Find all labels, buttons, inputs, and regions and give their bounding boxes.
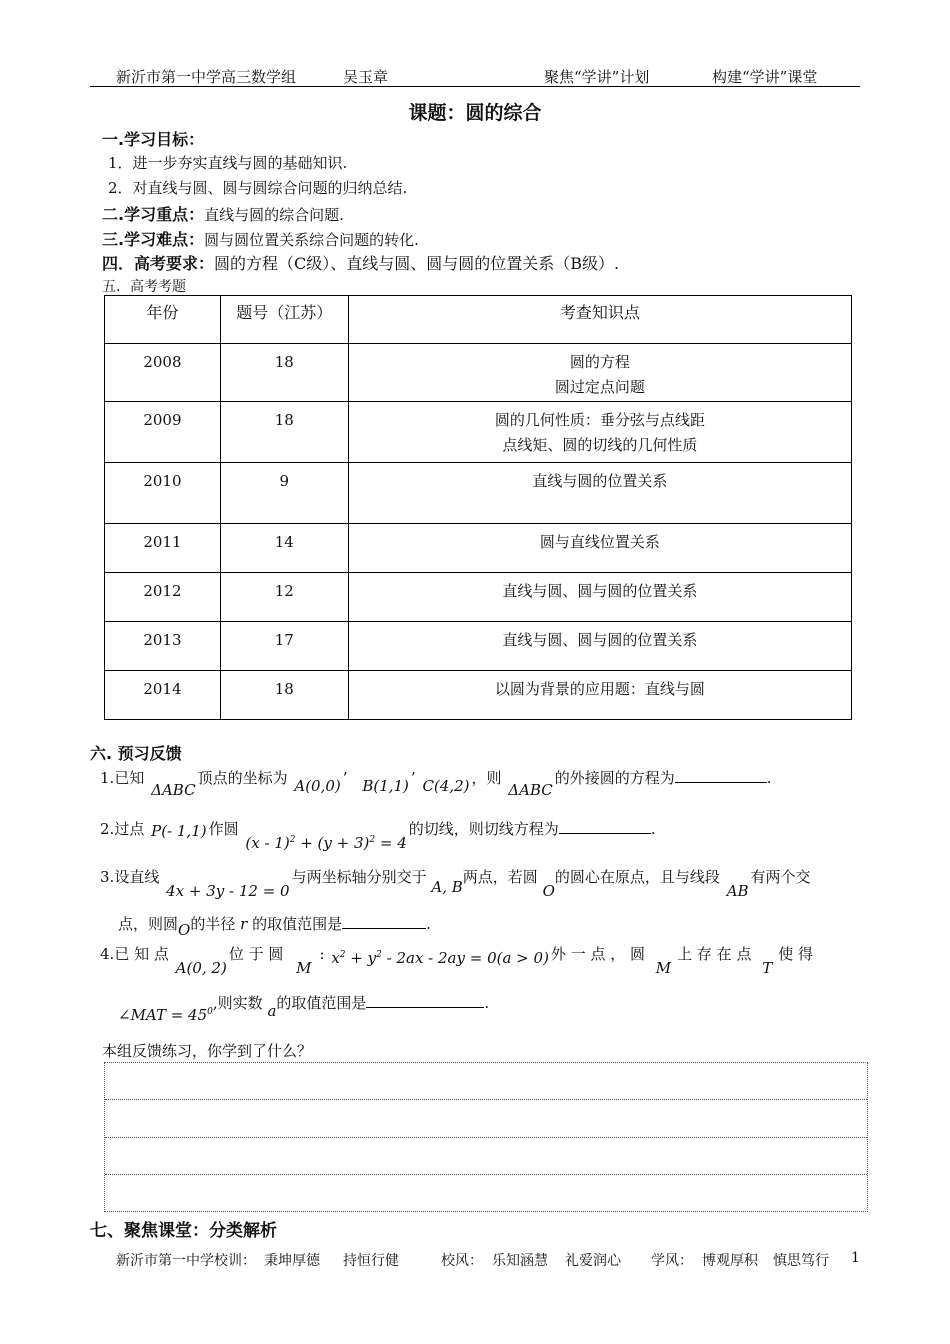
goals-heading: 一.学习目标： xyxy=(102,130,205,149)
topic-line: 圆的方程 xyxy=(569,353,630,371)
page-title: 课题：圆的综合 xyxy=(408,102,542,124)
cell-year: 2011 xyxy=(105,524,221,573)
q3-text: 的圆心在原点，且与线段 xyxy=(554,868,720,886)
q3-circle-o: O xyxy=(542,882,555,900)
question-4-cont: ∠MAT = $45^0$,则实数 a的取值范围是 . xyxy=(118,994,490,1024)
q3-text: 点，则圆 xyxy=(118,915,179,933)
question-3-cont: 点，则圆O的半径 r 的取值范围是 . xyxy=(118,915,431,939)
table-row xyxy=(105,344,852,402)
q2-number: 2. xyxy=(100,820,115,838)
q3-text: 的取值范围是 xyxy=(252,915,343,933)
q1-text: ，则 xyxy=(471,769,502,787)
q3-circle-o-2: O xyxy=(178,921,191,939)
q3-segment: AB xyxy=(726,882,749,900)
q3-text: 的半径 xyxy=(190,915,236,933)
cell-number: 17 xyxy=(220,622,348,671)
q1-text: 顶点的坐标为 xyxy=(197,769,288,787)
q2-point: P(- 1,1) xyxy=(151,822,207,840)
q3-text: 两点，若圆 xyxy=(462,868,538,886)
q4-text: 已 知 点 xyxy=(114,945,169,963)
q2-text: 的切线，则切线方程为 xyxy=(408,820,559,838)
q4-point-t: T xyxy=(762,959,773,977)
requirement-text: 圆的方程（C级）、直线与圆、圆与圆的位置关系（B级）. xyxy=(214,254,620,273)
q1-number: 1. xyxy=(100,769,115,787)
q3-text: 设直线 xyxy=(114,868,160,886)
key-heading: 二.学习重点： xyxy=(102,205,205,224)
q2-circle-equation: $(x - 1)^2 + (y + 3)^2 = 4$ xyxy=(245,834,407,852)
table-row xyxy=(105,573,852,622)
cell-number: 18 xyxy=(220,671,348,720)
header-slogan-1: 聚焦“学讲”计划 xyxy=(544,68,650,86)
goal-1: 1．进一步夯实直线与圆的基础知识. xyxy=(108,154,348,172)
cell-topic: 直线与圆、圆与圆的位置关系 xyxy=(348,573,851,622)
question-2: 2.过点 P(- 1,1) 作圆 $(x - 1)^2 + (y + 3)^2 = 4$的切线，则切线方程为 . xyxy=(100,820,656,852)
q4-text: 位 于 圆 xyxy=(228,945,284,963)
reflection-area[interactable] xyxy=(104,1062,868,1212)
table-row xyxy=(105,402,852,463)
question-1: 1.已知 ΔABC顶点的坐标为 A(0,0) ’ B(1,1) ’ C(4,2) ，则 ΔABC的外接圆的方程为 . xyxy=(100,769,772,799)
cell-year: 2009 xyxy=(105,402,221,463)
q3-line-equation: 4x + 3y - 12 = 0 xyxy=(166,882,290,900)
table-row xyxy=(105,622,852,671)
cell-year: 2010 xyxy=(105,463,221,524)
difficulty xyxy=(102,227,419,250)
cell-number: 18 xyxy=(220,402,348,463)
reflection-prompt: 本组反馈练习，你学到了什么？ xyxy=(102,1042,313,1060)
footer-motto-label: 新沂市第一中学校训： xyxy=(116,1253,256,1269)
writing-line xyxy=(105,1174,867,1175)
q4-text: 外 一 点 ， 圆 xyxy=(550,945,645,963)
q4-text: 的取值范围是 xyxy=(276,994,367,1012)
preview-heading: 六. 预习反馈 xyxy=(90,744,182,763)
cell-topic: 直线与圆的位置关系 xyxy=(348,463,851,524)
footer-study-1: 博观厚积 xyxy=(702,1253,758,1269)
header-author: 吴玉章 xyxy=(343,68,389,86)
cell-number: 12 xyxy=(220,573,348,622)
table-row xyxy=(105,671,852,720)
footer-style-label: 校风： xyxy=(441,1253,483,1269)
difficulty-heading: 三.学习难点： xyxy=(102,230,205,249)
topic-line: 圆的几何性质：垂分弦与点线距 xyxy=(494,411,705,429)
q1-triangle-2: ΔABC xyxy=(508,781,553,799)
q1-triangle: ΔABC xyxy=(151,781,196,799)
writing-line xyxy=(105,1137,867,1138)
footer-study-label: 学风： xyxy=(651,1253,693,1269)
requirement-heading: 四．高考要求： xyxy=(102,254,215,273)
cell-topic xyxy=(348,402,851,463)
q4-point-a: A(0, 2) xyxy=(175,959,227,977)
answer-blank[interactable] xyxy=(559,833,651,834)
q4-angle: ∠MAT = $45^0$ xyxy=(118,1006,213,1024)
exam-heading: 五．高考考题 xyxy=(102,279,186,295)
q4-text: 上 存 在 点 xyxy=(677,945,752,963)
q1-text: 已知 xyxy=(114,769,145,787)
header-number: 题号（江苏） xyxy=(220,296,348,344)
q1-point-a: A(0,0) xyxy=(294,777,341,795)
footer-style-1: 乐知涵慧 xyxy=(492,1253,548,1269)
q1-point-c: C(4,2) xyxy=(422,777,470,795)
cell-year: 2013 xyxy=(105,622,221,671)
footer-motto-1: 秉坤厚德 xyxy=(264,1253,320,1269)
cell-year: 2012 xyxy=(105,573,221,622)
key-text: 直线与圆的综合问题. xyxy=(204,206,344,224)
cell-topic: 圆与直线位置关系 xyxy=(348,524,851,573)
question-4: 4.已 知 点 A(0, 2)位 于 圆 M: $x^2 + y^2 - 2ax - 2ay = 0(a > 0)$ 外 一 点 ， 圆 M上 存 在 点 T使 得 xyxy=(100,945,814,977)
page-number: 1 xyxy=(851,1250,860,1266)
answer-blank[interactable] xyxy=(366,1007,484,1008)
header-slogan-2: 构建“学讲”课堂 xyxy=(712,68,818,86)
goal-2: 2．对直线与圆、圆与圆综合问题的归纳总结. xyxy=(108,179,408,197)
cell-topic xyxy=(348,344,851,402)
q1-text: 的外接圆的方程为 xyxy=(554,769,675,787)
answer-blank[interactable] xyxy=(675,782,767,783)
q4-variable-a: a xyxy=(267,1002,277,1020)
writing-line xyxy=(105,1099,867,1100)
q4-number: 4. xyxy=(100,945,115,963)
exam-table xyxy=(104,295,852,720)
answer-blank[interactable] xyxy=(342,928,426,929)
q3-text: 与两坐标轴分别交于 xyxy=(291,868,427,886)
difficulty-text: 圆与圆位置关系综合问题的转化. xyxy=(204,231,419,249)
cell-number: 14 xyxy=(220,524,348,573)
q4-circle-equation: $x^2 + y^2 - 2ax - 2ay = 0(a > 0)$ xyxy=(331,949,549,967)
q4-circle-m-2: M xyxy=(655,959,672,977)
cell-year: 2014 xyxy=(105,671,221,720)
cell-topic: 以圆为背景的应用题：直线与圆 xyxy=(348,671,851,720)
cell-year: 2008 xyxy=(105,344,221,402)
header-topic: 考查知识点 xyxy=(348,296,851,344)
question-3 xyxy=(100,866,811,900)
table-row xyxy=(105,524,852,573)
requirement xyxy=(102,251,619,274)
q3-radius: r xyxy=(240,915,248,933)
cell-number: 9 xyxy=(220,463,348,524)
q1-point-b: B(1,1) xyxy=(362,777,409,795)
header-school: 新沂市第一中学高三数学组 xyxy=(116,68,297,86)
footer-style-2: 礼爱润心 xyxy=(565,1253,621,1269)
key-point xyxy=(102,202,344,225)
q4-text: ,则实数 xyxy=(212,994,263,1012)
q2-text: 作圆 xyxy=(208,820,239,838)
topic-line: 点线矩、圆的切线的几何性质 xyxy=(502,436,698,454)
table-row xyxy=(105,463,852,524)
section-7-heading: 七、聚焦课堂：分类解析 xyxy=(90,1221,277,1241)
footer-motto-2: 持恒行健 xyxy=(343,1253,399,1269)
cell-number: 18 xyxy=(220,344,348,402)
q4-circle-m: M xyxy=(296,959,312,977)
header-rule xyxy=(90,86,860,87)
header-year: 年份 xyxy=(105,296,221,344)
table-header-row xyxy=(105,296,852,344)
cell-topic: 直线与圆、圆与圆的位置关系 xyxy=(348,622,851,671)
footer-study-2: 慎思笃行 xyxy=(773,1253,829,1269)
q3-number: 3. xyxy=(100,868,115,886)
q3-points: A, B xyxy=(431,878,463,896)
topic-line: 圆过定点问题 xyxy=(554,378,645,396)
q2-text: 过点 xyxy=(114,820,145,838)
q4-text: 使 得 xyxy=(778,945,814,963)
q3-text: 有两个交 xyxy=(750,868,811,886)
